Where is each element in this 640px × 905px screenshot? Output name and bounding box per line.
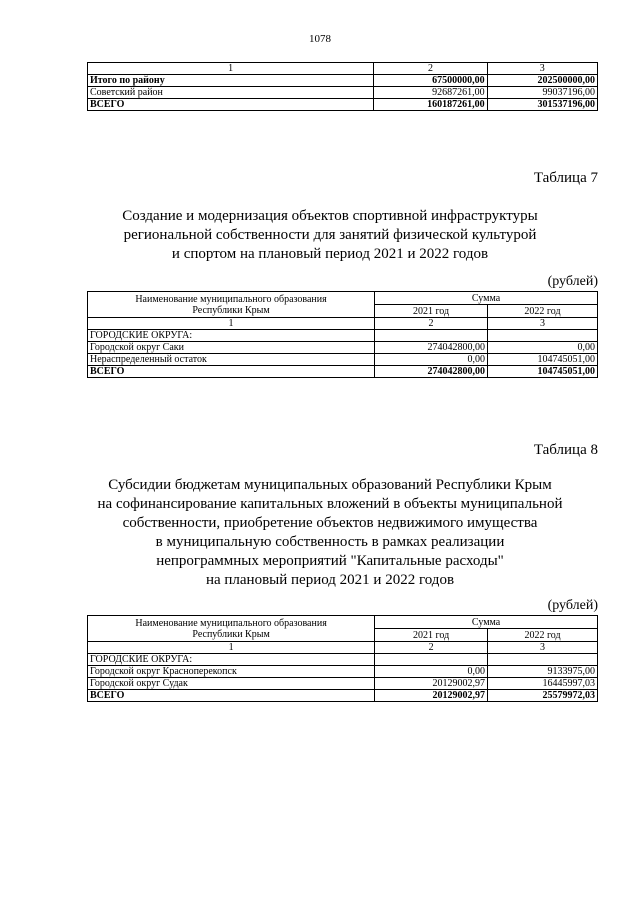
col-number-3: 3 xyxy=(488,642,598,654)
row-value-2021: 92687261,00 xyxy=(374,87,487,99)
title-line: непрограммных мероприятий "Капитальные расходы" xyxy=(156,553,504,569)
total-row xyxy=(88,366,598,378)
table-row xyxy=(88,75,598,87)
row-value-2021: 20129002,97 xyxy=(375,690,488,702)
section-row xyxy=(88,330,598,342)
total-row xyxy=(88,99,598,111)
row-value-2021: 274042800,00 xyxy=(375,342,488,354)
col-number-1: 1 xyxy=(88,318,375,330)
header-2021: 2021 год xyxy=(375,629,488,642)
column-number-row xyxy=(88,63,598,75)
header-name-line1: Наименование муниципального образования xyxy=(135,617,327,629)
row-name: Советский район xyxy=(88,87,374,99)
row-name: ВСЕГО xyxy=(88,99,374,111)
row-name: ВСЕГО xyxy=(88,690,375,702)
row-name: Городской округ Судак xyxy=(88,678,375,690)
title-line: Создание и модернизация объектов спортивной инфраструктуры xyxy=(122,208,538,224)
row-value-2021: 160187261,00 xyxy=(374,99,487,111)
column-number-row xyxy=(88,642,598,654)
section-row xyxy=(88,654,598,666)
row-value-2022: 9133975,00 xyxy=(488,666,598,678)
row-value-2021: 20129002,97 xyxy=(375,678,488,690)
title-line: региональной собственности для занятий физической культурой xyxy=(123,227,537,243)
col-number-2: 2 xyxy=(375,642,488,654)
row-value-2022: 104745051,00 xyxy=(487,354,597,366)
page-number: 1078 xyxy=(309,33,331,45)
table-row xyxy=(88,342,598,354)
table7-label: Таблица 7 xyxy=(533,170,598,186)
row-name: Итого по району xyxy=(88,75,374,87)
table-row xyxy=(88,678,598,690)
table7 xyxy=(87,291,598,378)
header-2021: 2021 год xyxy=(375,305,488,318)
row-value-2021: 67500000,00 xyxy=(374,75,487,87)
row-name: ВСЕГО xyxy=(88,366,375,378)
header-name-line2: Республики Крым xyxy=(192,628,270,640)
header-2022: 2022 год xyxy=(488,629,598,642)
row-value-2021: 0,00 xyxy=(375,354,488,366)
col-number-1: 1 xyxy=(88,63,374,75)
col-number-3: 3 xyxy=(487,63,597,75)
table7-title xyxy=(60,207,600,264)
row-value-2022: 25579972,03 xyxy=(488,690,598,702)
header-name-cell xyxy=(88,616,375,642)
table7-units: (рублей) xyxy=(547,274,598,289)
table8 xyxy=(87,615,598,702)
header-sum: Сумма xyxy=(375,292,598,305)
table-row xyxy=(88,87,598,99)
row-value-2022: 104745051,00 xyxy=(487,366,597,378)
row-value-2021: 0,00 xyxy=(375,666,488,678)
col-number-1: 1 xyxy=(88,642,375,654)
table-row xyxy=(88,666,598,678)
header-2022: 2022 год xyxy=(487,305,597,318)
title-line: на софинансирование капитальных вложений в объекты муниципальной xyxy=(97,496,563,512)
continuation-table xyxy=(87,62,598,111)
total-row xyxy=(88,690,598,702)
row-name: Городской округ Саки xyxy=(88,342,375,354)
row-name: Городской округ Красноперекопск xyxy=(88,666,375,678)
row-value-2022: 99037196,00 xyxy=(487,87,597,99)
row-value-2021: 274042800,00 xyxy=(375,366,488,378)
table8-units: (рублей) xyxy=(547,598,598,613)
title-line: и спортом на плановый период 2021 и 2022 годов xyxy=(171,246,489,262)
section-label: ГОРОДСКИЕ ОКРУГА: xyxy=(88,330,375,342)
header-name-cell xyxy=(88,292,375,318)
table8-label: Таблица 8 xyxy=(533,442,598,458)
title-line: в муниципальную собственность в рамках реализации xyxy=(155,534,505,550)
title-line: Субсидии бюджетам муниципальных образований Республики Крым xyxy=(108,477,552,493)
row-value-2022: 301537196,00 xyxy=(487,99,597,111)
header-name-line1: Наименование муниципального образования xyxy=(135,293,327,305)
row-name: Нераспределенный остаток xyxy=(88,354,375,366)
column-number-row xyxy=(88,318,598,330)
row-value-2022: 16445997,03 xyxy=(488,678,598,690)
title-line: собственности, приобретение объектов недвижимого имущества xyxy=(122,515,538,531)
header-name-line2: Республики Крым xyxy=(192,304,270,316)
col-number-2: 2 xyxy=(375,318,488,330)
row-value-2022: 202500000,00 xyxy=(487,75,597,87)
title-line: на плановый период 2021 и 2022 годов xyxy=(205,572,455,588)
col-number-3: 3 xyxy=(487,318,597,330)
header-sum: Сумма xyxy=(375,616,598,629)
table8-title xyxy=(60,476,600,590)
row-value-2022: 0,00 xyxy=(487,342,597,354)
table-row xyxy=(88,354,598,366)
col-number-2: 2 xyxy=(374,63,487,75)
section-label: ГОРОДСКИЕ ОКРУГА: xyxy=(88,654,375,666)
